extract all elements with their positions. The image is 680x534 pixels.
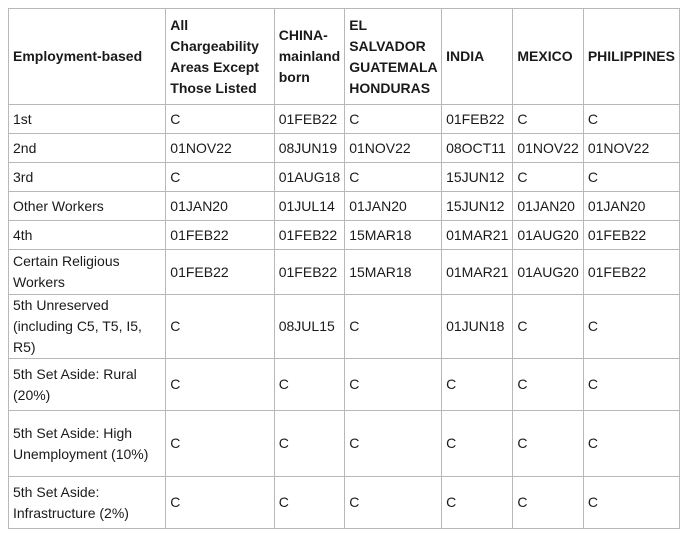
cell-china: 01JUL14 [274,192,344,221]
cell-china: 01FEB22 [274,105,344,134]
cell-china: 01FEB22 [274,250,344,295]
cell-india: 01JUN18 [442,295,513,359]
table-row [9,105,680,134]
cell-mexico: 01NOV22 [513,134,583,163]
cell-mexico: 01AUG20 [513,250,583,295]
cell-philippines: 01FEB22 [583,221,679,250]
cell-el-salvador: C [345,163,442,192]
row-label: Certain Religious Workers [9,250,166,295]
cell-india: 01MAR21 [442,221,513,250]
cell-el-salvador: 15MAR18 [345,221,442,250]
cell-el-salvador: C [345,477,442,529]
row-label: 5th Set Aside: Infrastructure (2%) [9,477,166,529]
table-row [9,295,680,359]
cell-philippines: 01NOV22 [583,134,679,163]
cell-all-chargeability: 01FEB22 [166,250,274,295]
row-label: 4th [9,221,166,250]
cell-china: 08JUN19 [274,134,344,163]
header-el-salvador-guatemala-honduras: EL SALVADOR GUATEMALA HONDURAS [345,9,442,105]
header-philippines: PHILIPPINES [583,9,679,105]
header-row [9,9,680,105]
cell-mexico: C [513,411,583,477]
table-row [9,192,680,221]
cell-china: 08JUL15 [274,295,344,359]
table-header [9,9,680,105]
cell-india: 08OCT11 [442,134,513,163]
cell-india: 01MAR21 [442,250,513,295]
cell-mexico: 01AUG20 [513,221,583,250]
cell-philippines: C [583,295,679,359]
cell-india: C [442,359,513,411]
cell-mexico: 01JAN20 [513,192,583,221]
visa-bulletin-table [8,8,680,529]
cell-india: 01FEB22 [442,105,513,134]
cell-philippines: C [583,477,679,529]
table-row [9,250,680,295]
cell-philippines: C [583,163,679,192]
cell-china: C [274,411,344,477]
row-label: 5th Set Aside: Rural (20%) [9,359,166,411]
table-row [9,134,680,163]
cell-mexico: C [513,359,583,411]
row-label: Other Workers [9,192,166,221]
row-label: 5th Set Aside: High Unemployment (10%) [9,411,166,477]
cell-el-salvador: C [345,411,442,477]
cell-india: C [442,477,513,529]
row-label: 3rd [9,163,166,192]
cell-all-chargeability: C [166,105,274,134]
cell-all-chargeability: C [166,359,274,411]
cell-india: C [442,411,513,477]
cell-china: 01AUG18 [274,163,344,192]
table-row [9,221,680,250]
table-row [9,411,680,477]
visa-bulletin-table-container [8,8,680,529]
cell-philippines: 01FEB22 [583,250,679,295]
table-row [9,477,680,529]
cell-el-salvador: 01JAN20 [345,192,442,221]
header-all-chargeability: All Chargeability Areas Except Those Listed [166,9,274,105]
cell-all-chargeability: 01FEB22 [166,221,274,250]
cell-china: C [274,477,344,529]
cell-all-chargeability: C [166,477,274,529]
cell-el-salvador: C [345,359,442,411]
header-employment-based: Employment-based [9,9,166,105]
cell-philippines: 01JAN20 [583,192,679,221]
cell-china: C [274,359,344,411]
header-india: INDIA [442,9,513,105]
cell-mexico: C [513,477,583,529]
table-row [9,359,680,411]
header-china: CHINA-mainland born [274,9,344,105]
cell-philippines: C [583,411,679,477]
cell-india: 15JUN12 [442,163,513,192]
cell-el-salvador: C [345,105,442,134]
header-mexico: MEXICO [513,9,583,105]
cell-all-chargeability: C [166,411,274,477]
cell-india: 15JUN12 [442,192,513,221]
row-label: 2nd [9,134,166,163]
table-body [9,105,680,529]
cell-all-chargeability: 01JAN20 [166,192,274,221]
cell-mexico: C [513,295,583,359]
row-label: 1st [9,105,166,134]
table-row [9,163,680,192]
cell-all-chargeability: C [166,163,274,192]
cell-philippines: C [583,105,679,134]
cell-all-chargeability: 01NOV22 [166,134,274,163]
cell-china: 01FEB22 [274,221,344,250]
cell-mexico: C [513,163,583,192]
cell-el-salvador: 15MAR18 [345,250,442,295]
cell-mexico: C [513,105,583,134]
cell-all-chargeability: C [166,295,274,359]
cell-el-salvador: 01NOV22 [345,134,442,163]
cell-el-salvador: C [345,295,442,359]
cell-philippines: C [583,359,679,411]
row-label: 5th Unreserved (including C5, T5, I5, R5) [9,295,166,359]
